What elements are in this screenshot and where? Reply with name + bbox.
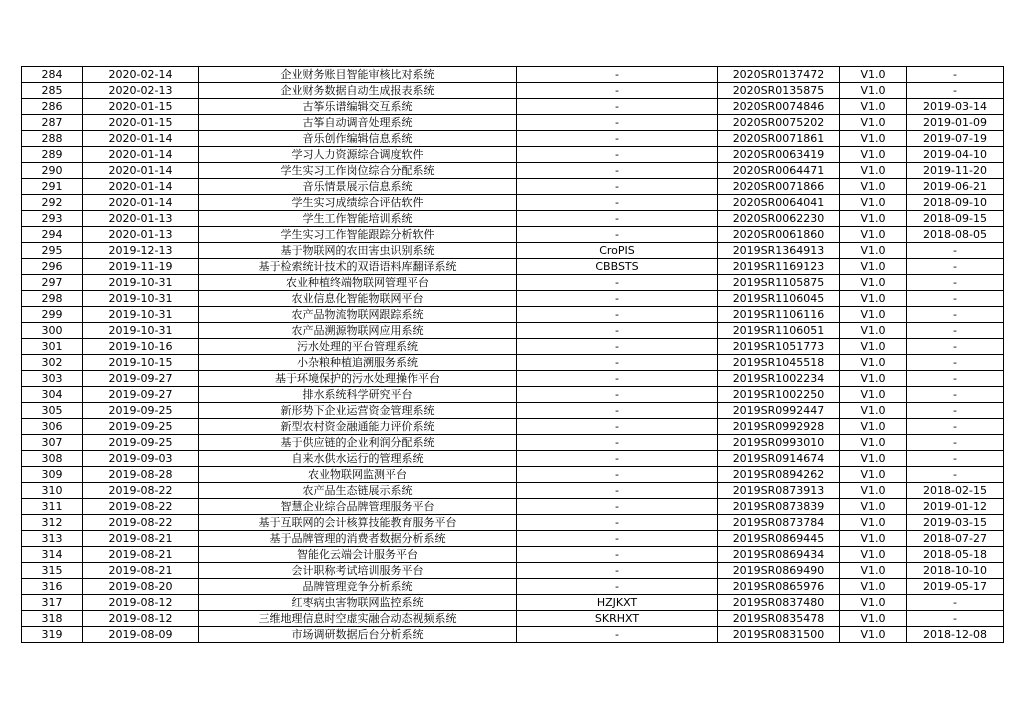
registration-date-cell: 2019-08-12: [83, 611, 199, 627]
table-row: [22, 131, 1004, 147]
table-row: [22, 163, 1004, 179]
version-cell: V1.0: [840, 99, 907, 115]
registration-date-cell: 2020-02-13: [83, 83, 199, 99]
abbreviation-cell: CBBSTS: [517, 259, 718, 275]
registration-date-cell: 2019-09-25: [83, 403, 199, 419]
registration-number-cell: 2019SR0993010: [718, 435, 840, 451]
serial-number-cell: 311: [22, 499, 83, 515]
serial-number-cell: 315: [22, 563, 83, 579]
completion-date-cell: -: [907, 403, 1004, 419]
registration-number-cell: 2020SR0074846: [718, 99, 840, 115]
registration-number-cell: 2019SR1106051: [718, 323, 840, 339]
registration-date-cell: 2019-09-25: [83, 435, 199, 451]
registration-date-cell: 2019-10-31: [83, 291, 199, 307]
abbreviation-cell: -: [517, 419, 718, 435]
version-cell: V1.0: [840, 67, 907, 83]
serial-number-cell: 312: [22, 515, 83, 531]
registration-number-cell: 2019SR1051773: [718, 339, 840, 355]
serial-number-cell: 287: [22, 115, 83, 131]
serial-number-cell: 301: [22, 339, 83, 355]
registration-date-cell: 2019-09-25: [83, 419, 199, 435]
completion-date-cell: 2018-08-05: [907, 227, 1004, 243]
registration-date-cell: 2019-11-19: [83, 259, 199, 275]
serial-number-cell: 302: [22, 355, 83, 371]
serial-number-cell: 318: [22, 611, 83, 627]
registration-date-cell: 2019-08-21: [83, 563, 199, 579]
table-row: [22, 355, 1004, 371]
completion-date-cell: -: [907, 307, 1004, 323]
software-name-cell: 新形势下企业运营资金管理系统: [199, 403, 517, 419]
registration-number-cell: 2020SR0137472: [718, 67, 840, 83]
version-cell: V1.0: [840, 83, 907, 99]
table-row: [22, 147, 1004, 163]
registration-date-cell: 2020-01-14: [83, 195, 199, 211]
version-cell: V1.0: [840, 451, 907, 467]
completion-date-cell: 2018-07-27: [907, 531, 1004, 547]
serial-number-cell: 293: [22, 211, 83, 227]
registration-number-cell: 2019SR1002250: [718, 387, 840, 403]
registration-date-cell: 2019-10-16: [83, 339, 199, 355]
registration-number-cell: 2019SR0914674: [718, 451, 840, 467]
abbreviation-cell: -: [517, 99, 718, 115]
version-cell: V1.0: [840, 499, 907, 515]
table-row: [22, 275, 1004, 291]
version-cell: V1.0: [840, 611, 907, 627]
registration-number-cell: 2020SR0135875: [718, 83, 840, 99]
table-row: [22, 467, 1004, 483]
software-copyright-table: [21, 66, 1004, 643]
table-row: [22, 243, 1004, 259]
registration-date-cell: 2019-08-20: [83, 579, 199, 595]
software-name-cell: 企业财务数据自动生成报表系统: [199, 83, 517, 99]
registration-number-cell: 2019SR0992928: [718, 419, 840, 435]
abbreviation-cell: -: [517, 371, 718, 387]
version-cell: V1.0: [840, 275, 907, 291]
version-cell: V1.0: [840, 115, 907, 131]
software-name-cell: 古筝乐谱编辑交互系统: [199, 99, 517, 115]
version-cell: V1.0: [840, 467, 907, 483]
registration-date-cell: 2020-01-15: [83, 115, 199, 131]
serial-number-cell: 314: [22, 547, 83, 563]
table-row: [22, 227, 1004, 243]
table-row: [22, 83, 1004, 99]
serial-number-cell: 292: [22, 195, 83, 211]
version-cell: V1.0: [840, 403, 907, 419]
registration-date-cell: 2020-01-14: [83, 163, 199, 179]
serial-number-cell: 297: [22, 275, 83, 291]
table-row: [22, 387, 1004, 403]
table-row: [22, 483, 1004, 499]
software-name-cell: 学生实习成绩综合评估软件: [199, 195, 517, 211]
registration-number-cell: 2019SR0869445: [718, 531, 840, 547]
version-cell: V1.0: [840, 579, 907, 595]
abbreviation-cell: -: [517, 403, 718, 419]
registration-number-cell: 2020SR0075202: [718, 115, 840, 131]
completion-date-cell: 2018-10-10: [907, 563, 1004, 579]
version-cell: V1.0: [840, 627, 907, 643]
version-cell: V1.0: [840, 515, 907, 531]
table-row: [22, 115, 1004, 131]
table-row: [22, 323, 1004, 339]
registration-number-cell: 2019SR0831500: [718, 627, 840, 643]
table-row: [22, 99, 1004, 115]
table-row: [22, 195, 1004, 211]
registration-number-cell: 2019SR0873784: [718, 515, 840, 531]
table-row: [22, 595, 1004, 611]
registration-number-cell: 2020SR0071866: [718, 179, 840, 195]
software-name-cell: 红枣病虫害物联网监控系统: [199, 595, 517, 611]
completion-date-cell: 2018-05-18: [907, 547, 1004, 563]
software-name-cell: 基于互联网的会计核算技能教育服务平台: [199, 515, 517, 531]
abbreviation-cell: -: [517, 579, 718, 595]
version-cell: V1.0: [840, 387, 907, 403]
software-name-cell: 小杂粮种植追溯服务系统: [199, 355, 517, 371]
registration-number-cell: 2019SR0869490: [718, 563, 840, 579]
software-name-cell: 基于环境保护的污水处理操作平台: [199, 371, 517, 387]
registration-number-cell: 2019SR0992447: [718, 403, 840, 419]
abbreviation-cell: -: [517, 355, 718, 371]
registration-number-cell: 2019SR1106116: [718, 307, 840, 323]
table-row: [22, 627, 1004, 643]
completion-date-cell: -: [907, 291, 1004, 307]
completion-date-cell: -: [907, 467, 1004, 483]
registration-number-cell: 2020SR0064041: [718, 195, 840, 211]
registration-date-cell: 2019-10-15: [83, 355, 199, 371]
registration-date-cell: 2019-09-03: [83, 451, 199, 467]
abbreviation-cell: -: [517, 515, 718, 531]
version-cell: V1.0: [840, 371, 907, 387]
version-cell: V1.0: [840, 547, 907, 563]
registration-date-cell: 2020-01-15: [83, 99, 199, 115]
table-row: [22, 211, 1004, 227]
table-row: [22, 611, 1004, 627]
abbreviation-cell: -: [517, 275, 718, 291]
abbreviation-cell: -: [517, 291, 718, 307]
serial-number-cell: 309: [22, 467, 83, 483]
abbreviation-cell: -: [517, 531, 718, 547]
serial-number-cell: 316: [22, 579, 83, 595]
registration-date-cell: 2019-08-12: [83, 595, 199, 611]
serial-number-cell: 304: [22, 387, 83, 403]
abbreviation-cell: -: [517, 323, 718, 339]
abbreviation-cell: -: [517, 307, 718, 323]
registration-date-cell: 2019-10-31: [83, 307, 199, 323]
registration-number-cell: 2020SR0064471: [718, 163, 840, 179]
version-cell: V1.0: [840, 243, 907, 259]
serial-number-cell: 306: [22, 419, 83, 435]
version-cell: V1.0: [840, 259, 907, 275]
registration-number-cell: 2019SR0837480: [718, 595, 840, 611]
abbreviation-cell: SKRHXT: [517, 611, 718, 627]
version-cell: V1.0: [840, 339, 907, 355]
software-name-cell: 智能化云端会计服务平台: [199, 547, 517, 563]
completion-date-cell: 2018-09-10: [907, 195, 1004, 211]
registration-number-cell: 2019SR1105875: [718, 275, 840, 291]
software-name-cell: 农产品溯源物联网应用系统: [199, 323, 517, 339]
software-name-cell: 音乐创作编辑信息系统: [199, 131, 517, 147]
version-cell: V1.0: [840, 131, 907, 147]
abbreviation-cell: -: [517, 115, 718, 131]
completion-date-cell: 2018-12-08: [907, 627, 1004, 643]
registration-date-cell: 2019-09-27: [83, 387, 199, 403]
abbreviation-cell: -: [517, 211, 718, 227]
registration-date-cell: 2020-01-13: [83, 211, 199, 227]
registration-date-cell: 2019-08-22: [83, 499, 199, 515]
completion-date-cell: 2018-02-15: [907, 483, 1004, 499]
completion-date-cell: -: [907, 275, 1004, 291]
version-cell: V1.0: [840, 163, 907, 179]
registration-number-cell: 2019SR0835478: [718, 611, 840, 627]
software-name-cell: 古筝自动调音处理系统: [199, 115, 517, 131]
version-cell: V1.0: [840, 435, 907, 451]
version-cell: V1.0: [840, 355, 907, 371]
completion-date-cell: -: [907, 611, 1004, 627]
version-cell: V1.0: [840, 419, 907, 435]
completion-date-cell: 2019-05-17: [907, 579, 1004, 595]
software-name-cell: 基于检索统计技术的双语语料库翻译系统: [199, 259, 517, 275]
completion-date-cell: -: [907, 243, 1004, 259]
registration-date-cell: 2019-09-27: [83, 371, 199, 387]
serial-number-cell: 290: [22, 163, 83, 179]
completion-date-cell: 2018-09-15: [907, 211, 1004, 227]
software-name-cell: 排水系统科学研究平台: [199, 387, 517, 403]
abbreviation-cell: -: [517, 227, 718, 243]
abbreviation-cell: -: [517, 483, 718, 499]
software-name-cell: 音乐情景展示信息系统: [199, 179, 517, 195]
completion-date-cell: 2019-03-14: [907, 99, 1004, 115]
completion-date-cell: -: [907, 387, 1004, 403]
software-name-cell: 污水处理的平台管理系统: [199, 339, 517, 355]
serial-number-cell: 296: [22, 259, 83, 275]
registration-number-cell: 2019SR1169123: [718, 259, 840, 275]
abbreviation-cell: -: [517, 467, 718, 483]
registration-number-cell: 2019SR0865976: [718, 579, 840, 595]
serial-number-cell: 294: [22, 227, 83, 243]
abbreviation-cell: -: [517, 627, 718, 643]
table-row: [22, 435, 1004, 451]
completion-date-cell: -: [907, 595, 1004, 611]
registration-number-cell: 2019SR1045518: [718, 355, 840, 371]
serial-number-cell: 313: [22, 531, 83, 547]
version-cell: V1.0: [840, 595, 907, 611]
registration-number-cell: 2020SR0063419: [718, 147, 840, 163]
abbreviation-cell: -: [517, 163, 718, 179]
abbreviation-cell: -: [517, 339, 718, 355]
table-row: [22, 419, 1004, 435]
serial-number-cell: 310: [22, 483, 83, 499]
completion-date-cell: -: [907, 339, 1004, 355]
version-cell: V1.0: [840, 323, 907, 339]
serial-number-cell: 303: [22, 371, 83, 387]
registration-number-cell: 2019SR0894262: [718, 467, 840, 483]
serial-number-cell: 291: [22, 179, 83, 195]
completion-date-cell: -: [907, 67, 1004, 83]
serial-number-cell: 317: [22, 595, 83, 611]
abbreviation-cell: -: [517, 547, 718, 563]
software-name-cell: 农业信息化智能物联网平台: [199, 291, 517, 307]
completion-date-cell: -: [907, 435, 1004, 451]
serial-number-cell: 295: [22, 243, 83, 259]
software-name-cell: 学生实习工作智能跟踪分析软件: [199, 227, 517, 243]
table-row: [22, 563, 1004, 579]
table-row: [22, 515, 1004, 531]
completion-date-cell: 2019-01-12: [907, 499, 1004, 515]
software-name-cell: 市场调研数据后台分析系统: [199, 627, 517, 643]
version-cell: V1.0: [840, 195, 907, 211]
software-name-cell: 学生实习工作岗位综合分配系统: [199, 163, 517, 179]
serial-number-cell: 300: [22, 323, 83, 339]
registration-number-cell: 2019SR0869434: [718, 547, 840, 563]
registration-date-cell: 2019-12-13: [83, 243, 199, 259]
abbreviation-cell: CroPIS: [517, 243, 718, 259]
completion-date-cell: 2019-04-10: [907, 147, 1004, 163]
software-name-cell: 基于供应链的企业利润分配系统: [199, 435, 517, 451]
serial-number-cell: 308: [22, 451, 83, 467]
software-name-cell: 农业种植终端物联网管理平台: [199, 275, 517, 291]
table-row: [22, 339, 1004, 355]
software-name-cell: 智慧企业综合品牌管理服务平台: [199, 499, 517, 515]
registration-date-cell: 2019-08-21: [83, 531, 199, 547]
abbreviation-cell: -: [517, 451, 718, 467]
registration-number-cell: 2020SR0062230: [718, 211, 840, 227]
completion-date-cell: -: [907, 259, 1004, 275]
software-name-cell: 农业物联网监测平台: [199, 467, 517, 483]
software-name-cell: 企业财务账目智能审核比对系统: [199, 67, 517, 83]
table-row: [22, 291, 1004, 307]
completion-date-cell: 2019-01-09: [907, 115, 1004, 131]
abbreviation-cell: -: [517, 179, 718, 195]
version-cell: V1.0: [840, 563, 907, 579]
table-row: [22, 259, 1004, 275]
serial-number-cell: 299: [22, 307, 83, 323]
software-name-cell: 新型农村资金融通能力评价系统: [199, 419, 517, 435]
table-row: [22, 531, 1004, 547]
software-name-cell: 农产品物流物联网跟踪系统: [199, 307, 517, 323]
abbreviation-cell: -: [517, 563, 718, 579]
software-name-cell: 农产品生态链展示系统: [199, 483, 517, 499]
serial-number-cell: 319: [22, 627, 83, 643]
table-row: [22, 579, 1004, 595]
serial-number-cell: 285: [22, 83, 83, 99]
completion-date-cell: 2019-07-19: [907, 131, 1004, 147]
software-name-cell: 品牌管理竞争分析系统: [199, 579, 517, 595]
registration-date-cell: 2019-08-22: [83, 515, 199, 531]
abbreviation-cell: -: [517, 387, 718, 403]
completion-date-cell: -: [907, 355, 1004, 371]
completion-date-cell: -: [907, 323, 1004, 339]
serial-number-cell: 286: [22, 99, 83, 115]
serial-number-cell: 288: [22, 131, 83, 147]
serial-number-cell: 289: [22, 147, 83, 163]
registration-date-cell: 2019-10-31: [83, 275, 199, 291]
registration-date-cell: 2019-10-31: [83, 323, 199, 339]
table-row: [22, 307, 1004, 323]
registration-date-cell: 2019-08-22: [83, 483, 199, 499]
software-name-cell: 学生工作智能培训系统: [199, 211, 517, 227]
serial-number-cell: 298: [22, 291, 83, 307]
completion-date-cell: 2019-11-20: [907, 163, 1004, 179]
version-cell: V1.0: [840, 307, 907, 323]
registration-date-cell: 2020-01-14: [83, 179, 199, 195]
table-body: [22, 67, 1004, 643]
serial-number-cell: 305: [22, 403, 83, 419]
completion-date-cell: -: [907, 83, 1004, 99]
version-cell: V1.0: [840, 227, 907, 243]
abbreviation-cell: -: [517, 131, 718, 147]
version-cell: V1.0: [840, 291, 907, 307]
completion-date-cell: -: [907, 451, 1004, 467]
table-row: [22, 179, 1004, 195]
registration-date-cell: 2020-01-14: [83, 131, 199, 147]
serial-number-cell: 307: [22, 435, 83, 451]
software-name-cell: 基于物联网的农田害虫识别系统: [199, 243, 517, 259]
abbreviation-cell: HZJKXT: [517, 595, 718, 611]
registration-date-cell: 2019-08-28: [83, 467, 199, 483]
abbreviation-cell: -: [517, 435, 718, 451]
registration-date-cell: 2020-01-13: [83, 227, 199, 243]
completion-date-cell: 2019-03-15: [907, 515, 1004, 531]
registration-number-cell: 2019SR1002234: [718, 371, 840, 387]
table-row: [22, 67, 1004, 83]
software-name-cell: 三维地理信息时空虚实融合动态视频系统: [199, 611, 517, 627]
completion-date-cell: -: [907, 419, 1004, 435]
table-row: [22, 451, 1004, 467]
registration-number-cell: 2019SR1106045: [718, 291, 840, 307]
software-name-cell: 学习人力资源综合调度软件: [199, 147, 517, 163]
registration-date-cell: 2020-02-14: [83, 67, 199, 83]
registration-number-cell: 2020SR0071861: [718, 131, 840, 147]
completion-date-cell: -: [907, 371, 1004, 387]
abbreviation-cell: -: [517, 83, 718, 99]
abbreviation-cell: -: [517, 147, 718, 163]
registration-date-cell: 2019-08-21: [83, 547, 199, 563]
registration-number-cell: 2019SR0873913: [718, 483, 840, 499]
version-cell: V1.0: [840, 179, 907, 195]
software-name-cell: 基于品牌管理的消费者数据分析系统: [199, 531, 517, 547]
completion-date-cell: 2019-06-21: [907, 179, 1004, 195]
abbreviation-cell: -: [517, 499, 718, 515]
version-cell: V1.0: [840, 531, 907, 547]
registration-number-cell: 2020SR0061860: [718, 227, 840, 243]
version-cell: V1.0: [840, 147, 907, 163]
serial-number-cell: 284: [22, 67, 83, 83]
table-row: [22, 499, 1004, 515]
version-cell: V1.0: [840, 211, 907, 227]
software-name-cell: 自来水供水运行的管理系统: [199, 451, 517, 467]
registration-date-cell: 2020-01-14: [83, 147, 199, 163]
registration-number-cell: 2019SR0873839: [718, 499, 840, 515]
registration-number-cell: 2019SR1364913: [718, 243, 840, 259]
table-row: [22, 371, 1004, 387]
software-name-cell: 会计职称考试培训服务平台: [199, 563, 517, 579]
table-row: [22, 547, 1004, 563]
abbreviation-cell: -: [517, 67, 718, 83]
registration-date-cell: 2019-08-09: [83, 627, 199, 643]
abbreviation-cell: -: [517, 195, 718, 211]
version-cell: V1.0: [840, 483, 907, 499]
table-row: [22, 403, 1004, 419]
